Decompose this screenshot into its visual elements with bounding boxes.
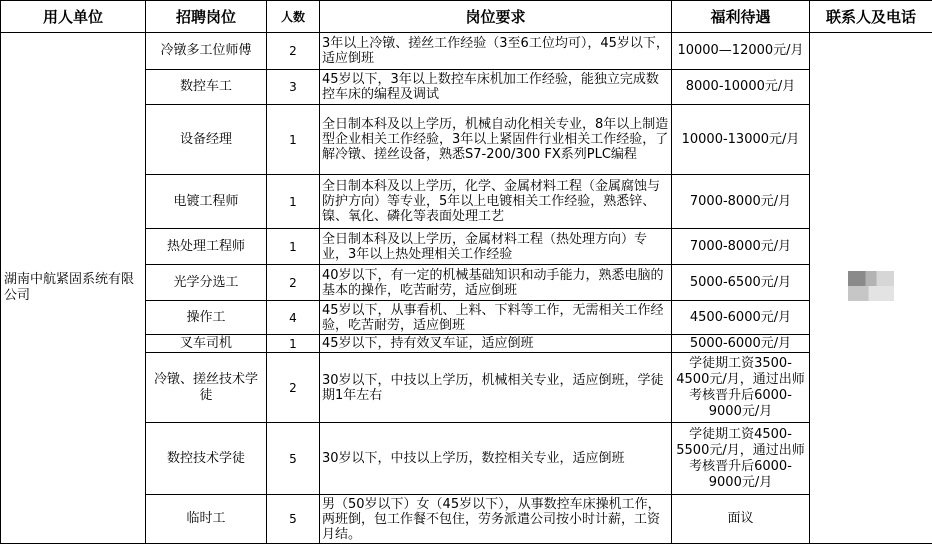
count-cell: 2 — [267, 265, 320, 301]
position-cell: 操作工 — [146, 301, 267, 335]
count-cell: 5 — [267, 423, 320, 495]
requirements-cell: 30岁以下，中技以上学历，机械相关专业，适应倒班，学徒期1年左右 — [320, 353, 672, 423]
benefits-cell: 10000-13000元/月 — [672, 105, 810, 175]
count-cell: 5 — [267, 495, 320, 544]
header-company: 用人单位 — [1, 1, 146, 33]
requirements-cell: 45岁以下，从事看机、上料、下料等工作，无需相关工作经验，吃苦耐劳，适应倒班 — [320, 301, 672, 335]
benefits-cell: 4500-6000元/月 — [672, 301, 810, 335]
count-cell: 3 — [267, 70, 320, 105]
position-cell: 数控车工 — [146, 70, 267, 105]
benefits-cell: 面议 — [672, 495, 810, 544]
count-cell: 1 — [267, 229, 320, 265]
header-requirements: 岗位要求 — [320, 1, 672, 33]
requirements-cell: 男（50岁以下）女（45岁以下），从事数控车床操机工作，两班倒，包工作餐不包住，劳务派遣公司按小时计薪，工资月结。 — [320, 495, 672, 544]
count-cell: 1 — [267, 335, 320, 353]
requirements-cell: 全日制本科及以上学历，化学、金属材料工程（金属腐蚀与防护方向）等专业，5年以上电镀相关工作经验，熟悉锌、镍、氧化、磷化等表面处理工艺 — [320, 175, 672, 229]
position-cell: 设备经理 — [146, 105, 267, 175]
requirements-cell: 全日制本科及以上学历，金属材料工程（热处理方向）专业，3年以上热处理相关工作经验 — [320, 229, 672, 265]
redacted-contact-icon — [848, 271, 894, 301]
count-cell: 1 — [267, 175, 320, 229]
count-cell: 4 — [267, 301, 320, 335]
benefits-cell: 5000-6500元/月 — [672, 265, 810, 301]
header-benefits: 福利待遇 — [672, 1, 810, 33]
benefits-cell: 学徒期工资4500-5500元/月，通过出师考核晋升后6000-9000元/月 — [672, 423, 810, 495]
benefits-cell: 5000-6000元/月 — [672, 335, 810, 353]
header-row — [1, 1, 932, 33]
position-cell: 数控技术学徒 — [146, 423, 267, 495]
count-cell: 1 — [267, 105, 320, 175]
position-cell: 光学分选工 — [146, 265, 267, 301]
contact-cell — [810, 33, 932, 544]
position-cell: 叉车司机 — [146, 335, 267, 353]
requirements-cell: 全日制本科及以上学历，机械自动化相关专业，8年以上制造型企业相关工作经验，3年以上紧固件行业相关工作经验，了解冷镦、搓丝设备，熟悉S7-200/300 FX系列PLC编程 — [320, 105, 672, 175]
requirements-cell: 45岁以下，3年以上数控车床机加工作经验，能独立完成数控车床的编程及调试 — [320, 70, 672, 105]
benefits-cell: 10000—12000元/月 — [672, 33, 810, 70]
header-position: 招聘岗位 — [146, 1, 267, 33]
benefits-cell: 8000-10000元/月 — [672, 70, 810, 105]
table-row — [1, 33, 932, 70]
requirements-cell: 3年以上冷镦、搓丝工作经验（3至6工位均可），45岁以下，适应倒班 — [320, 33, 672, 70]
position-cell: 热处理工程师 — [146, 229, 267, 265]
header-contact: 联系人及电话 — [810, 1, 932, 33]
company-name-cell: 湖南中航紧固系统有限公司 — [1, 33, 146, 544]
requirements-cell: 30岁以下，中技以上学历，数控相关专业，适应倒班 — [320, 423, 672, 495]
count-cell: 2 — [267, 353, 320, 423]
benefits-cell: 7000-8000元/月 — [672, 229, 810, 265]
position-cell: 电镀工程师 — [146, 175, 267, 229]
requirements-cell: 45岁以下，持有效叉车证，适应倒班 — [320, 335, 672, 353]
position-cell: 冷镦多工位师傅 — [146, 33, 267, 70]
header-count: 人数 — [267, 1, 320, 33]
position-cell: 临时工 — [146, 495, 267, 544]
position-cell: 冷镦、搓丝技术学徒 — [146, 353, 267, 423]
count-cell: 2 — [267, 33, 320, 70]
benefits-cell: 学徒期工资3500-4500元/月，通过出师考核晋升后6000-9000元/月 — [672, 353, 810, 423]
benefits-cell: 7000-8000元/月 — [672, 175, 810, 229]
requirements-cell: 40岁以下，有一定的机械基础知识和动手能力，熟悉电脑的基本的操作，吃苦耐劳，适应倒班 — [320, 265, 672, 301]
